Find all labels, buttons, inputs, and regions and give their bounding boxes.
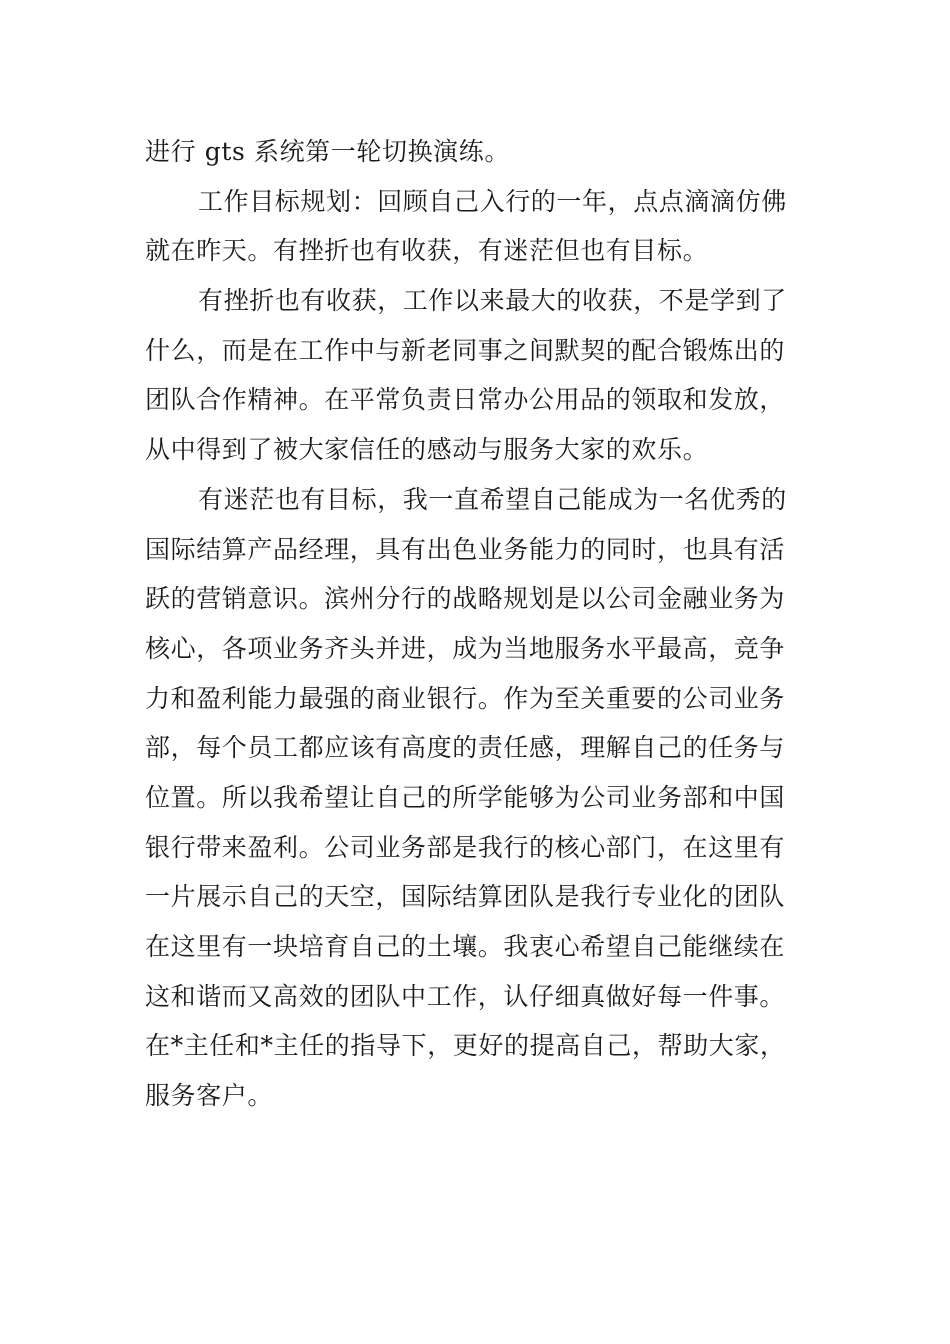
text-line: 银行带来盈利。公司业务部是我行的核心部门，在这里有 [145, 832, 786, 862]
text-line: 团队合作精神。在平常负责日常办公用品的领取和发放， [145, 385, 786, 415]
text-line: 国际结算产品经理，具有出色业务能力的同时，也具有活 [145, 534, 786, 564]
text-line: 这和谐而又高效的团队中工作，认仔细真做好每一件事。 [145, 981, 786, 1011]
text-line: 在*主任和*主任的指导下，更好的提高自己，帮助大家， [145, 1031, 786, 1061]
text-line: 跃的营销意识。滨州分行的战略规划是以公司金融业务为 [145, 584, 786, 614]
text-line: 就在昨天。有挫折也有收获，有迷茫但也有目标。 [145, 236, 709, 266]
text-line: 一片展示自己的天空，国际结算团队是我行专业化的团队 [145, 882, 786, 912]
paragraph-2 [145, 177, 810, 276]
text-line: 工作目标规划：回顾自己入行的一年，点点滴滴仿佛 [198, 186, 787, 216]
text-line: 有挫折也有收获，工作以来最大的收获，不是学到了 [198, 286, 787, 316]
text-line: 位置。所以我希望让自己的所学能够为公司业务部和中国 [145, 782, 786, 812]
text-line: 在这里有一块培育自己的土壤。我衷心希望自己能继续在 [145, 932, 786, 961]
text-line: 核心，各项业务齐头并进，成为当地服务水平最高，竞争 [145, 633, 786, 663]
paragraph-3 [145, 276, 810, 475]
text-line: 有迷茫也有目标，我一直希望自己能成为一名优秀的 [198, 484, 787, 514]
text-line: 什么，而是在工作中与新老同事之间默契的配合锻炼出的 [145, 335, 786, 365]
paragraph-4 [145, 475, 810, 1121]
document-body [145, 127, 810, 1121]
paragraph-1 [145, 127, 810, 177]
text-line: 服务客户。 [145, 1081, 274, 1111]
text-line: 从中得到了被大家信任的感动与服务大家的欢乐。 [145, 435, 709, 465]
text-line: 力和盈利能力最强的商业银行。作为至关重要的公司业务 [145, 683, 786, 713]
text-line: 部，每个员工都应该有高度的责任感，理解自己的任务与 [145, 733, 786, 763]
text-line: 进行 gts 系统第一轮切换演练。 [145, 137, 510, 166]
